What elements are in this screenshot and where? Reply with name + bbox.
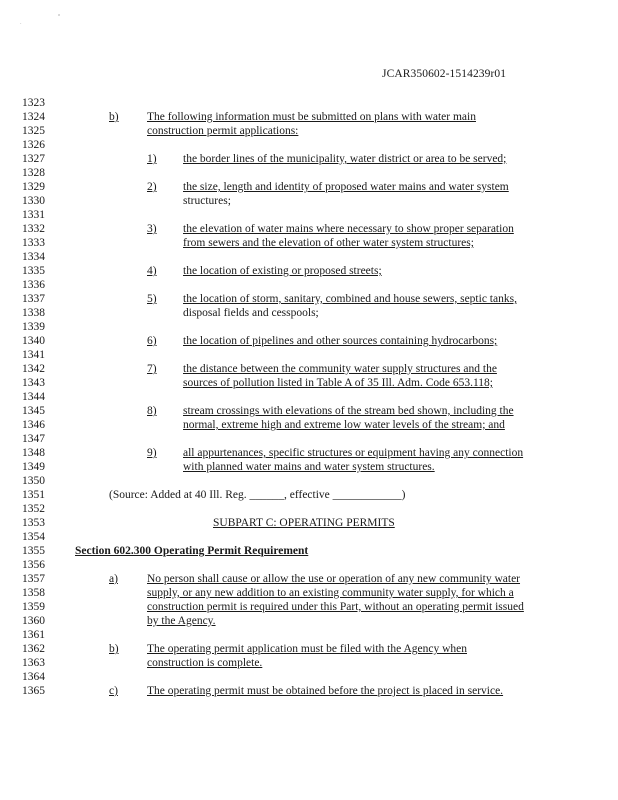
item-text: construction is complete.	[147, 657, 263, 669]
line-number: 1364	[22, 671, 45, 683]
document-id: JCAR350602-1514239r01	[382, 68, 507, 80]
line-number: 1362	[22, 643, 45, 655]
item-label: 5)	[147, 293, 157, 305]
line-number: 1354	[22, 531, 45, 543]
line-number: 1359	[22, 601, 45, 613]
item-text: the size, length and identity of proposed water mains and water system	[183, 181, 509, 193]
item-label: 6)	[147, 335, 157, 347]
subsection-text: construction permit applications:	[147, 125, 299, 137]
line-number: 1352	[22, 503, 45, 515]
item-text: the location of pipelines and other sources containing hydrocarbons;	[183, 335, 498, 347]
item-text: the location of existing or proposed streets;	[183, 265, 382, 277]
scan-mark: °	[58, 15, 60, 20]
line-number: 1346	[22, 419, 45, 431]
line-number: 1341	[22, 349, 45, 361]
item-text: from sewers and the elevation of other water system structures;	[183, 237, 474, 249]
subpart-heading: SUBPART C: OPERATING PERMITS	[213, 517, 395, 529]
line-number: 1324	[22, 111, 45, 123]
line-number: 1357	[22, 573, 45, 585]
item-text: structures;	[183, 195, 231, 207]
line-number: 1330	[22, 195, 45, 207]
line-number: 1344	[22, 391, 45, 403]
line-number: 1356	[22, 559, 45, 571]
line-number: 1334	[22, 251, 45, 263]
line-number: 1340	[22, 335, 45, 347]
scan-mark: ·	[20, 22, 22, 27]
item-text: The operating permit must be obtained before the project is placed in service.	[147, 685, 504, 697]
line-number: 1335	[22, 265, 45, 277]
item-label: a)	[109, 573, 118, 585]
line-number: 1358	[22, 587, 45, 599]
item-label: 9)	[147, 447, 157, 459]
line-number: 1329	[22, 181, 45, 193]
line-number: 1343	[22, 377, 45, 389]
line-number: 1363	[22, 657, 45, 669]
line-number: 1336	[22, 279, 45, 291]
item-label: 8)	[147, 405, 157, 417]
item-label: 2)	[147, 181, 157, 193]
item-text: the distance between the community water supply structures and the	[183, 363, 497, 375]
item-label: 1)	[147, 153, 157, 165]
subsection-label: b)	[109, 111, 119, 123]
line-number: 1350	[22, 475, 45, 487]
item-text: normal, extreme high and extreme low water levels of the stream; and	[183, 419, 505, 431]
line-number: 1337	[22, 293, 45, 305]
line-number: 1325	[22, 125, 45, 137]
item-text: disposal fields and cesspools;	[183, 307, 319, 319]
item-text: the elevation of water mains where necessary to show proper separation	[183, 223, 514, 235]
line-number: 1365	[22, 685, 45, 697]
line-number: 1326	[22, 139, 45, 151]
item-text: No person shall cause or allow the use or operation of any new community water	[147, 573, 521, 585]
line-number: 1323	[22, 97, 45, 109]
line-number: 1353	[22, 517, 45, 529]
line-number: 1339	[22, 321, 45, 333]
item-text: supply, or any new addition to an existing community water supply, for which a	[147, 587, 514, 599]
item-label: c)	[109, 685, 118, 697]
item-text: sources of pollution listed in Table A of 35 Ill. Adm. Code 653.118;	[183, 377, 493, 389]
item-text: construction permit is required under this Part, without an operating permit issued	[147, 601, 524, 613]
section-heading: Section 602.300 Operating Permit Requirement	[75, 545, 309, 557]
item-text: The operating permit application must be filed with the Agency when	[147, 643, 467, 655]
line-number: 1349	[22, 461, 45, 473]
item-text: the border lines of the municipality, water district or area to be served;	[183, 153, 507, 165]
line-number: 1355	[22, 545, 45, 557]
line-number: 1333	[22, 237, 45, 249]
item-label: 7)	[147, 363, 157, 375]
item-label: b)	[109, 643, 119, 655]
line-number: 1332	[22, 223, 45, 235]
line-number: 1338	[22, 307, 45, 319]
item-text: all appurtenances, specific structures or equipment having any connection	[183, 447, 524, 459]
item-text: by the Agency.	[147, 615, 216, 627]
source-note: (Source: Added at 40 Ill. Reg. ______, effective ____________)	[109, 489, 406, 501]
line-number: 1351	[22, 489, 45, 501]
line-number: 1348	[22, 447, 45, 459]
line-number: 1347	[22, 433, 45, 445]
item-label: 4)	[147, 265, 157, 277]
item-label: 3)	[147, 223, 157, 235]
line-number: 1328	[22, 167, 45, 179]
line-number: 1360	[22, 615, 45, 627]
item-text: stream crossings with elevations of the stream bed shown, including the	[183, 405, 514, 417]
subsection-text: The following information must be submitted on plans with water main	[147, 111, 476, 123]
line-number: 1331	[22, 209, 45, 221]
line-number: 1327	[22, 153, 45, 165]
line-number: 1361	[22, 629, 45, 641]
line-number: 1345	[22, 405, 45, 417]
item-text: with planned water mains and water system structures.	[183, 461, 435, 473]
line-number: 1342	[22, 363, 45, 375]
item-text: the location of storm, sanitary, combined and house sewers, septic tanks,	[183, 293, 517, 305]
